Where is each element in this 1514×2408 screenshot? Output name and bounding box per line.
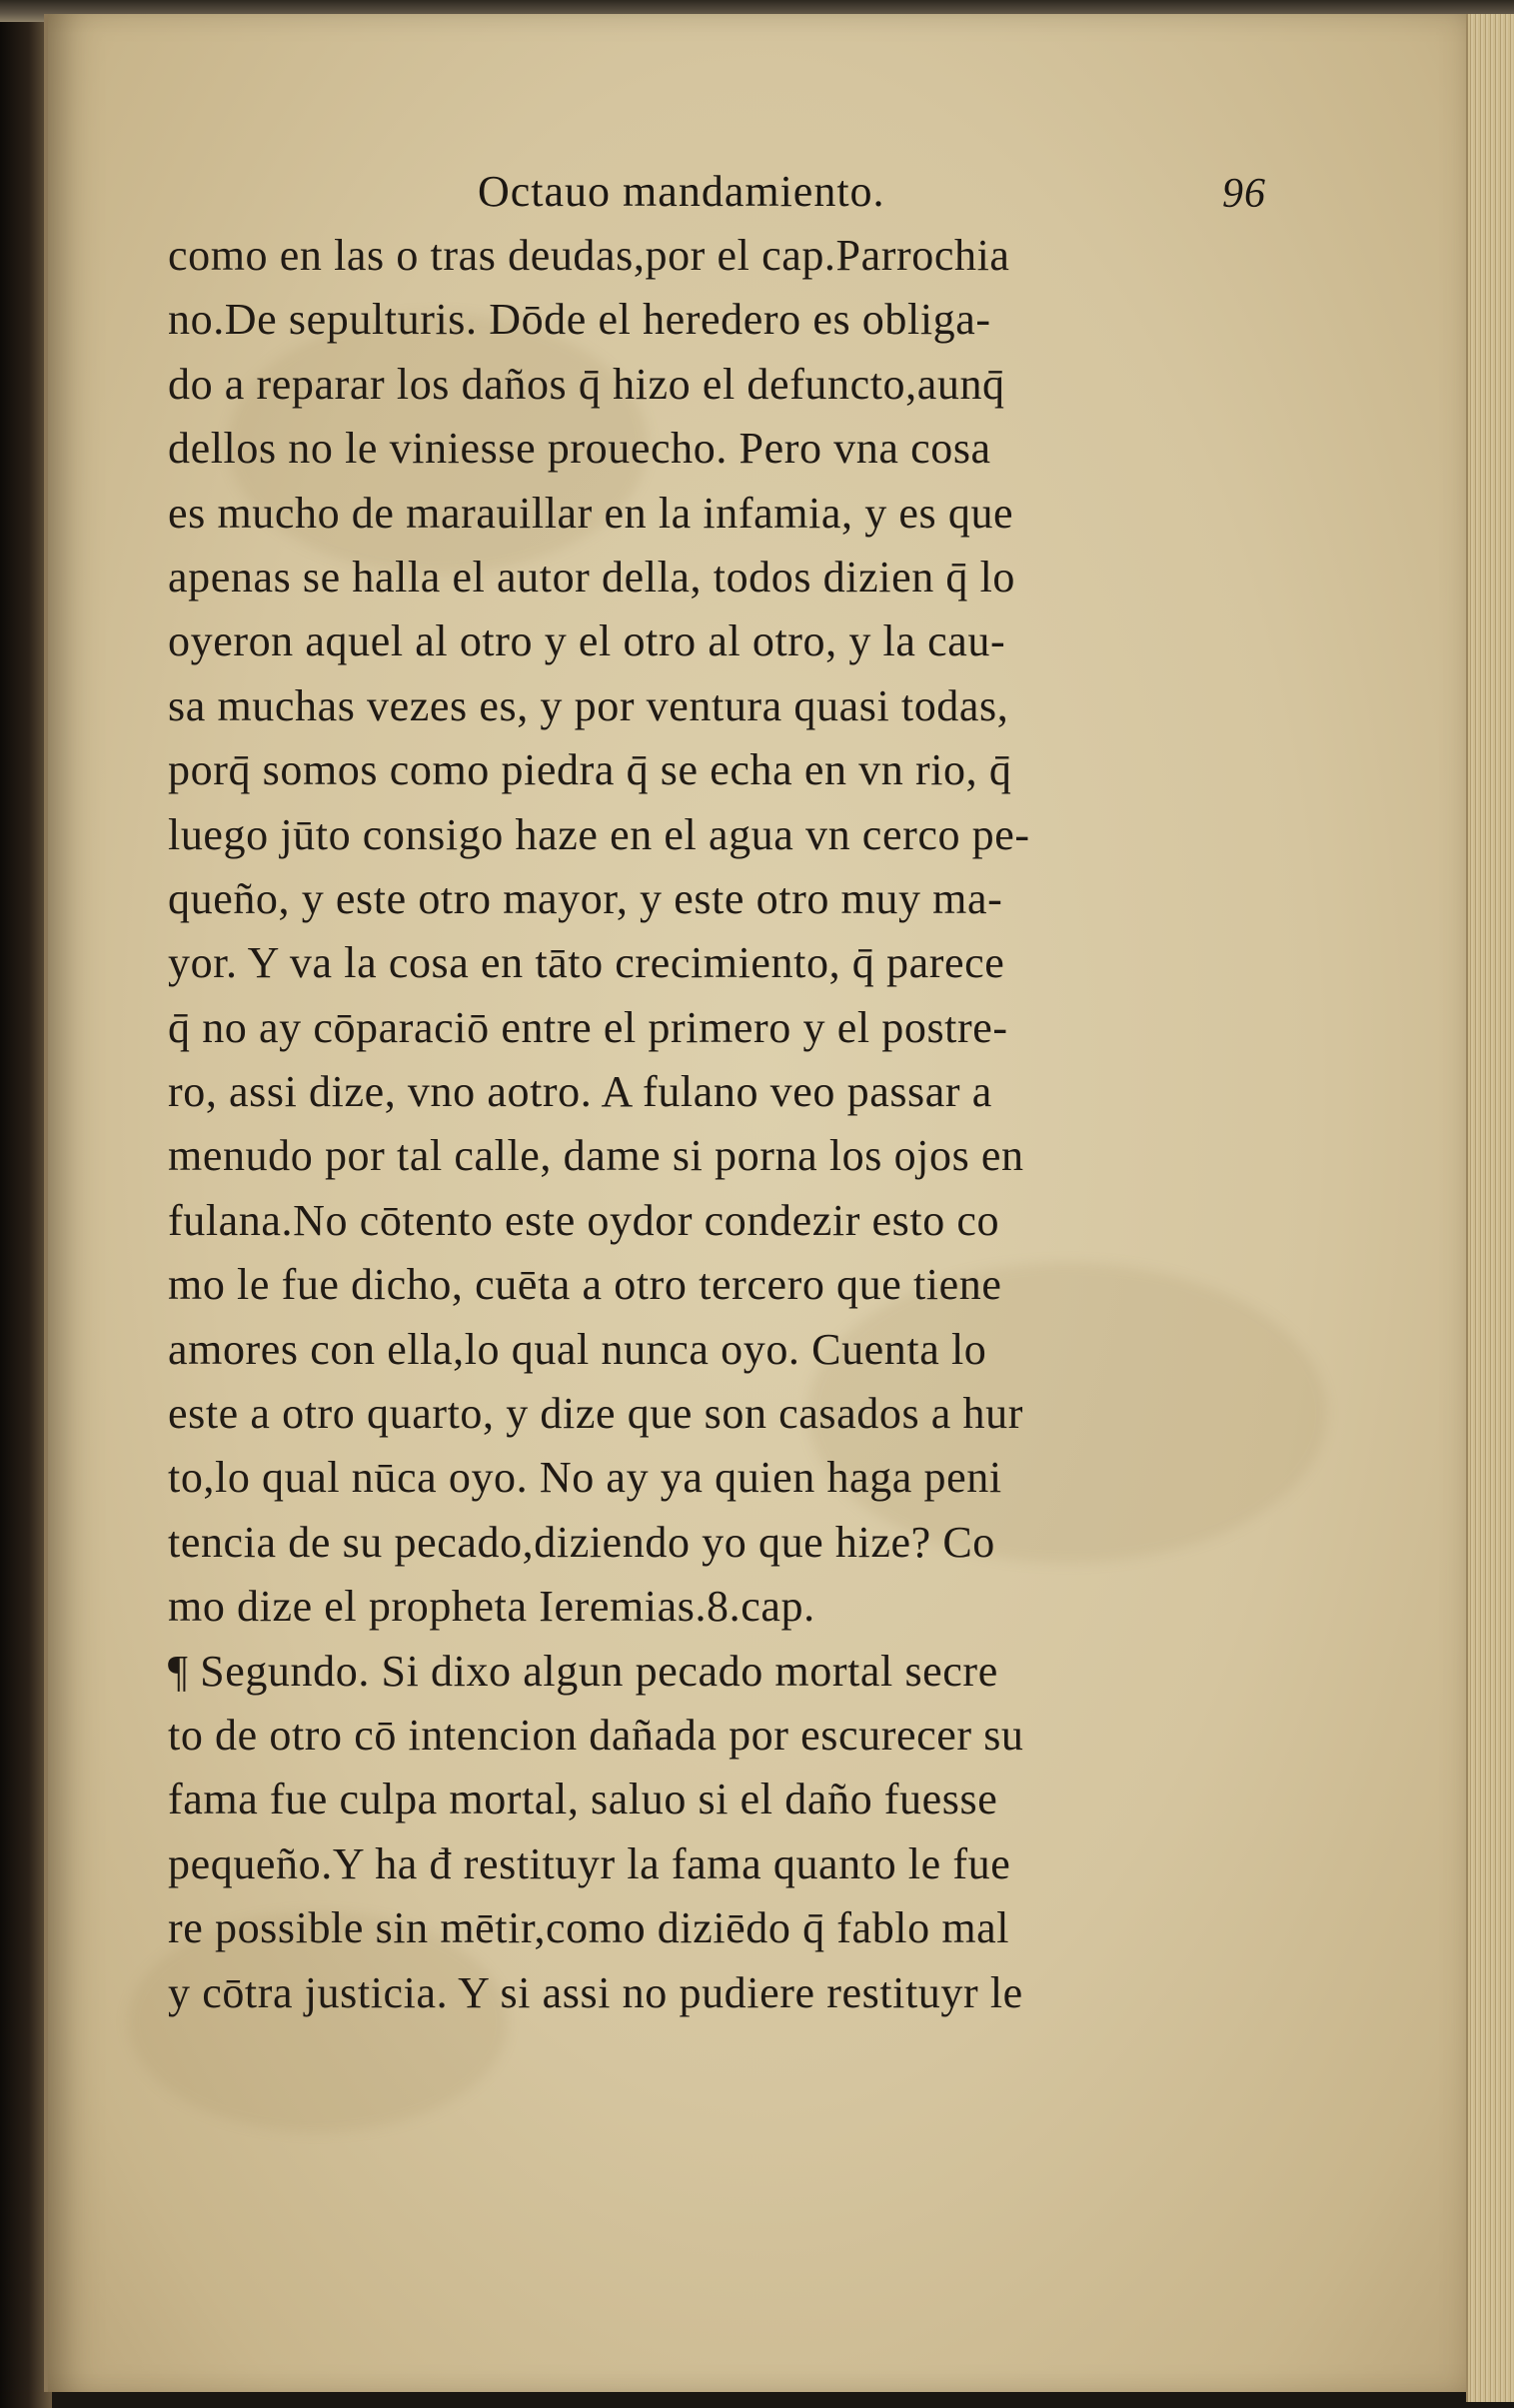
page-header: [478, 166, 1377, 226]
body-text: [168, 224, 1347, 2025]
text-line: to,lo qual nūca oyo. No ay ya quien haga peni: [168, 1453, 1002, 1503]
text-line: luego jūto consigo haze en el agua vn cerco pe-: [168, 809, 1030, 859]
text-line: fulana.No cōtento este oydor condezir esto co: [168, 1195, 1000, 1245]
text-line: y cōtra justicia. Y si assi no pudiere restituyr le: [168, 1967, 1023, 2017]
text-line: queño, y este otro mayor, y este otro muy ma-: [168, 873, 1003, 923]
text-line: mo dize el propheta Ieremias.8.cap.: [168, 1582, 815, 1632]
text-line: no.De sepulturis. Dōde el heredero es obliga-: [168, 295, 991, 345]
text-line: porq̄ somos como piedra q̄ se echa en vn rio, q̄: [168, 745, 1012, 795]
text-line: oyeron aquel al otro y el otro al otro, y la cau-: [168, 616, 1006, 666]
folio-number: 96: [1222, 171, 1266, 217]
text-line: amores con ella,lo qual nunca oyo. Cuenta lo: [168, 1324, 987, 1374]
text-line: re possible sin mētir,como diziēdo q̄ fablo mal: [168, 1903, 1010, 1953]
text-line: q̄ no ay cōparaciō entre el primero y el postre-: [168, 1002, 1008, 1052]
paragraph-start-line: ¶ Segundo. Si dixo algun pecado mortal secre: [168, 1646, 998, 1696]
text-line: sa muchas vezes es, y por ventura quasi todas,: [168, 680, 1009, 730]
text-line: este a otro quarto, y dize que son casados a hur: [168, 1389, 1023, 1439]
text-line: menudo por tal calle, dame si porna los ojos en: [168, 1131, 1024, 1181]
text-line: yor. Y va la cosa en tāto crecimiento, q̄ parece: [168, 938, 1005, 988]
text-line: como en las o tras deudas,por el cap.Parrochia: [168, 231, 1010, 280]
text-line: mo le fue dicho, cuēta a otro tercero que tiene: [168, 1260, 1002, 1310]
text-line: es mucho de marauillar en la infamia, y es que: [168, 488, 1014, 538]
text-line: pequeño.Y ha đ restituyr la fama quanto le fue: [168, 1838, 1011, 1888]
text-line: apenas se halla el autor della, todos dizien q̄ lo: [168, 552, 1016, 602]
text-line: tencia de su pecado,diziendo yo que hize? Co: [168, 1517, 995, 1567]
text-line: dellos no le viniesse prouecho. Pero vna cosa: [168, 424, 991, 474]
text-line: to de otro cō intencion dañada por escurecer su: [168, 1710, 1024, 1760]
running-title: Octauo mandamiento.: [478, 167, 885, 216]
text-line: ro, assi dize, vno aotro. A fulano veo passar a: [168, 1067, 992, 1117]
text-line: fama fue culpa mortal, saluo si el daño fuesse: [168, 1775, 998, 1824]
book-page: [44, 14, 1477, 2392]
text-line: do a reparar los daños q̄ hizo el defuncto,aunq̄: [168, 359, 1005, 409]
page-fore-edge: [1466, 14, 1514, 2402]
